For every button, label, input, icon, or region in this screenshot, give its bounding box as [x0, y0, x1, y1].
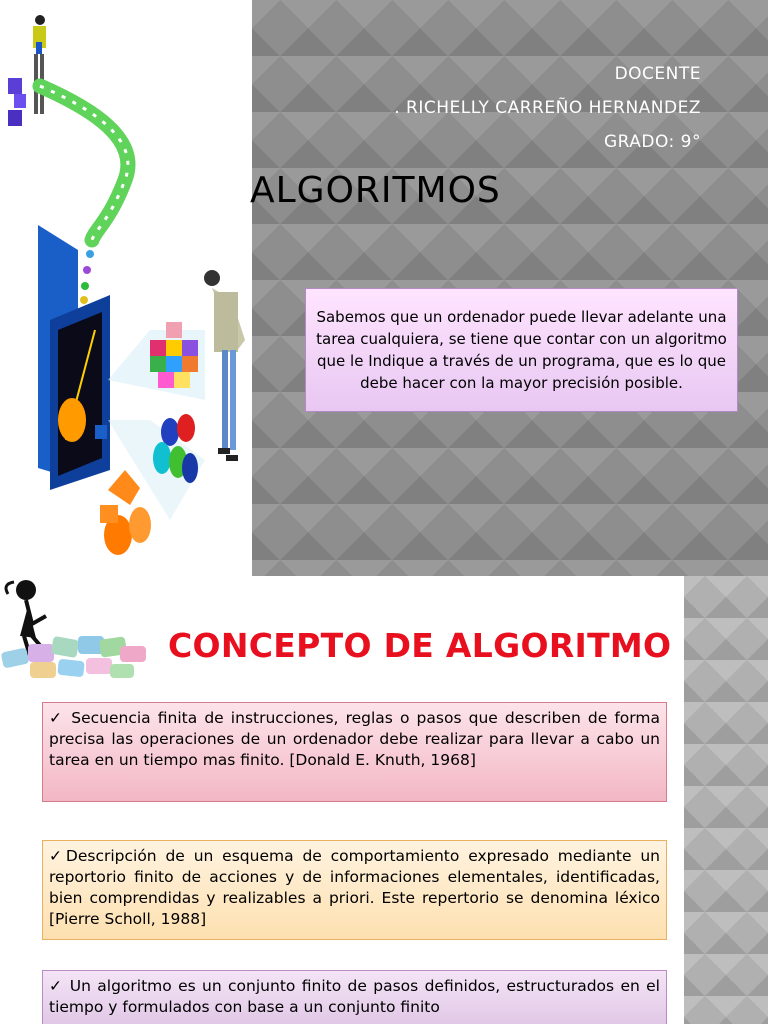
docente-label: DOCENTE — [614, 64, 701, 84]
puzzle-pieces-icon — [1, 636, 146, 678]
slide-1-title: ALGORITMOS — [250, 170, 501, 211]
gray-pattern-side-panel — [684, 576, 768, 1024]
intro-text: Sabemos que un ordenador puede llevar adelante una tarea cualquiera, se tiene que contar con un algoritmo que le Indique a través de un programa, que es lo que debe hacer con la mayor precisión posible. — [316, 308, 727, 392]
slide-2 — [0, 576, 768, 1024]
standing-man-icon — [204, 270, 245, 461]
computer-data-flow-illustration — [0, 0, 255, 576]
definition-box-third — [42, 970, 667, 1024]
definition-text: ✓Descripción de un esquema de comportamiento expresado mediante un reportorio finito de acciones y de informaciones elementales, identificadas, bien comprendidas y realizables a priori. Este repertorio se denomina léxico [Pierre Scholl, 1988] — [49, 847, 660, 928]
orange-shapes-icon — [100, 470, 151, 555]
thinking-figure-puzzle-illustration — [0, 576, 160, 686]
definition-box-scholl — [42, 840, 667, 940]
slide-2-title: CONCEPTO DE ALGORITMO — [168, 626, 672, 665]
purple-blocks-icon — [8, 78, 26, 126]
intro-text-box — [305, 288, 738, 412]
definition-text: ✓ Secuencia finita de instrucciones, reglas o pasos que describen de forma precisa las operaciones de un ordenador debe realizar para llevar a cabo un tarea en un tiempo mas finito. [Donald E. Knuth, 1968] — [49, 709, 660, 769]
definition-box-knuth — [42, 702, 667, 802]
computer-icon — [38, 225, 110, 490]
grade-label: GRADO: 9° — [603, 132, 701, 152]
definition-text: ✓ Un algoritmo es un conjunto finito de pasos definidos, estructurados en el tiempo y formulados con base a un conjunto finito — [49, 977, 660, 1016]
colored-balls-icon — [153, 414, 198, 483]
teacher-name: . RICHELLY CARREÑO HERNANDEZ — [394, 98, 701, 118]
person-top-icon — [33, 15, 46, 114]
